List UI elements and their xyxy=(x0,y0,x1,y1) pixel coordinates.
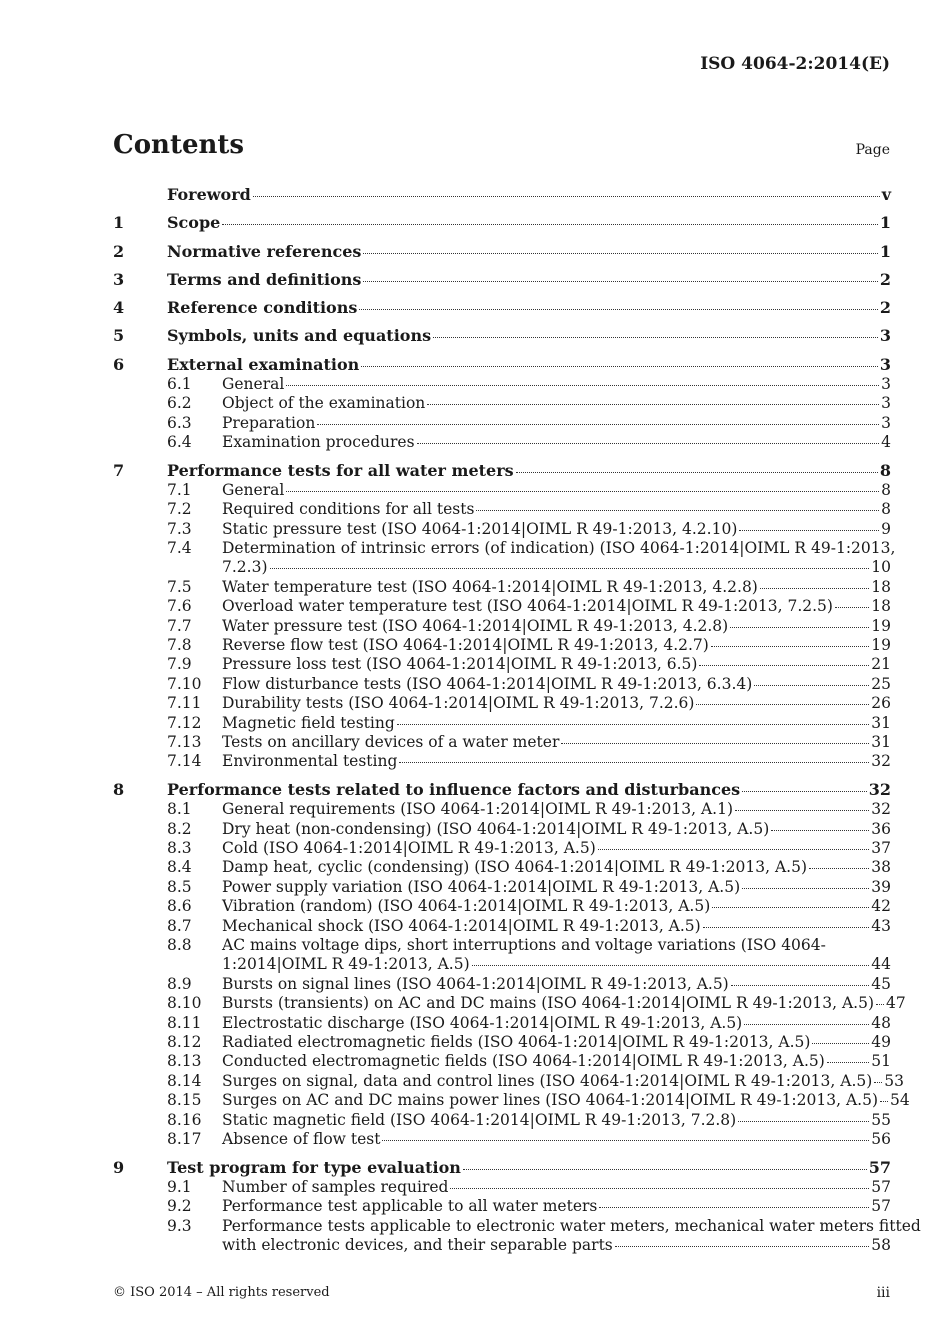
toc-entry[interactable] xyxy=(113,185,891,205)
table-of-contents xyxy=(113,185,921,1255)
toc-entry[interactable] xyxy=(113,858,891,877)
dot-leader xyxy=(874,1082,882,1083)
toc-entry-title-line: 7.2.3) xyxy=(222,558,268,577)
dot-leader xyxy=(760,588,869,589)
dot-leader xyxy=(476,510,879,511)
toc-entry-title-text: Tests on ancillary devices of a water meter xyxy=(222,732,560,751)
toc-entry-title xyxy=(222,694,891,713)
toc-entry-page: 43 xyxy=(871,916,891,935)
toc-entry-title-text: Conducted electromagnetic fields (ISO 4064-1:2014|OIML R 49-1:2013, A.5) xyxy=(222,1052,825,1071)
footer-copyright: © ISO 2014 – All rights reserved xyxy=(113,1285,330,1300)
dot-leader xyxy=(735,810,869,811)
dot-leader xyxy=(835,607,869,608)
toc-entry-number: 9.3 xyxy=(167,1216,192,1235)
toc-entry[interactable] xyxy=(113,1014,891,1033)
toc-entry-title xyxy=(222,917,891,936)
toc-entry-page: 45 xyxy=(871,974,891,993)
toc-entry-title xyxy=(222,820,891,839)
toc-entry[interactable] xyxy=(113,675,891,694)
dot-leader xyxy=(317,424,879,425)
toc-entry-title xyxy=(222,975,891,994)
toc-entry-title xyxy=(222,578,891,597)
toc-entry-title xyxy=(167,242,891,262)
toc-entry-title xyxy=(222,897,891,916)
toc-entry-page: 31 xyxy=(871,713,891,732)
toc-entry-title xyxy=(222,858,891,877)
toc-entry[interactable] xyxy=(113,355,891,375)
toc-entry-title xyxy=(222,994,906,1013)
toc-entry[interactable] xyxy=(113,800,891,819)
toc-entry-title xyxy=(167,298,891,318)
dot-leader xyxy=(450,1188,869,1189)
toc-entry-title-text: Performance test applicable to all water meters xyxy=(222,1197,598,1216)
dot-leader xyxy=(809,868,869,869)
toc-entry-title-text: Bursts on signal lines (ISO 4064-1:2014|OIML R 49-1:2013, A.5) xyxy=(222,974,729,993)
toc-entry-title xyxy=(222,1130,891,1149)
toc-entry-page: 3 xyxy=(881,413,891,432)
dot-leader xyxy=(771,830,869,831)
dot-leader xyxy=(827,1062,869,1063)
toc-entry[interactable] xyxy=(113,1130,891,1149)
toc-entry-page: 8 xyxy=(879,460,891,480)
document-id: ISO 4064-2:2014(E) xyxy=(700,54,890,74)
toc-entry[interactable] xyxy=(113,270,891,290)
toc-entry-number: 8.6 xyxy=(167,897,192,916)
dot-leader xyxy=(253,196,880,197)
toc-entry-number: 8.2 xyxy=(167,819,192,838)
toc-entry-page: v xyxy=(881,185,891,204)
toc-entry-number: 8.1 xyxy=(167,800,192,819)
toc-entry-number: 8.3 xyxy=(167,838,192,857)
toc-entry-number: 6 xyxy=(113,354,125,374)
toc-entry-title-text: Test program for type evaluation xyxy=(167,1157,461,1177)
toc-entry-number: 8.5 xyxy=(167,877,192,896)
toc-entry-page: 39 xyxy=(871,877,891,896)
toc-entry-number: 4 xyxy=(113,298,125,318)
toc-entry-number: 8.16 xyxy=(167,1110,202,1129)
toc-entry-number: 7.11 xyxy=(167,694,202,713)
toc-entry-number: 1 xyxy=(113,213,125,233)
toc-entry-number: 8.12 xyxy=(167,1032,202,1051)
toc-entry-number: 8.8 xyxy=(167,935,192,954)
toc-entry-title xyxy=(222,617,891,636)
toc-entry[interactable] xyxy=(113,414,891,433)
toc-entry-title-text: Power supply variation (ISO 4064-1:2014|OIML R 49-1:2013, A.5) xyxy=(222,877,741,896)
toc-entry-number: 7.8 xyxy=(167,635,192,654)
toc-entry-title xyxy=(222,636,891,655)
toc-entry[interactable] xyxy=(113,578,891,597)
toc-entry-title-text: Static magnetic field (ISO 4064-1:2014|OIML R 49-1:2013, 7.2.8) xyxy=(222,1110,737,1129)
toc-entry-title xyxy=(222,538,896,578)
toc-entry-page: 4 xyxy=(881,433,891,451)
toc-entry-number: 9 xyxy=(113,1157,125,1177)
dot-leader xyxy=(222,224,878,225)
toc-entry[interactable] xyxy=(113,878,891,897)
toc-entry-title-text: Radiated electromagnetic fields (ISO 4064-1:2014|OIML R 49-1:2013, A.5) xyxy=(222,1032,811,1051)
toc-entry-page: 3 xyxy=(879,354,891,374)
toc-entry-number: 8.4 xyxy=(167,858,192,877)
toc-entry[interactable] xyxy=(113,520,891,539)
toc-entry-number: 9.2 xyxy=(167,1197,192,1216)
toc-entry-title xyxy=(222,1052,891,1071)
toc-entry[interactable] xyxy=(113,433,891,452)
toc-entry-page: 57 xyxy=(868,1157,891,1177)
dot-leader xyxy=(742,888,869,889)
toc-entry[interactable] xyxy=(113,1071,905,1091)
toc-entry-number: 7.10 xyxy=(167,674,202,693)
toc-entry-page: 48 xyxy=(871,1013,891,1032)
footer-page-number: iii xyxy=(876,1285,890,1301)
toc-entry-page: 53 xyxy=(884,1071,905,1090)
toc-entry-number: 8.13 xyxy=(167,1052,202,1071)
toc-entry-title-text: Pressure loss test (ISO 4064-1:2014|OIML R 49-1:2013, 6.5) xyxy=(222,655,698,674)
toc-entry-title xyxy=(222,800,891,819)
toc-entry-title xyxy=(222,500,891,519)
dot-leader xyxy=(472,965,870,966)
toc-entry-title xyxy=(222,839,891,858)
toc-entry-title-text: External examination xyxy=(167,354,360,374)
toc-entry-title-text: Bursts (transients) on AC and DC mains (ISO 4064-1:2014|OIML R 49-1:2013, A.5) xyxy=(222,994,874,1013)
toc-entry[interactable] xyxy=(113,298,891,318)
dot-leader xyxy=(738,1121,869,1122)
toc-entry-title-text: Terms and definitions xyxy=(167,269,362,289)
toc-entry-page: 10 xyxy=(871,558,891,577)
toc-entry[interactable] xyxy=(113,326,891,346)
toc-entry[interactable] xyxy=(113,1111,891,1130)
dot-leader xyxy=(427,404,879,405)
toc-entry-page: 1 xyxy=(879,241,891,261)
toc-entry-title-text: Number of samples required xyxy=(222,1177,449,1196)
toc-entry-page: 2 xyxy=(879,298,891,318)
toc-entry-title-line: 1:2014|OIML R 49-1:2013, A.5) xyxy=(222,955,470,974)
dot-leader xyxy=(880,1101,888,1102)
dot-leader xyxy=(599,1207,869,1208)
toc-entry[interactable] xyxy=(113,780,891,800)
toc-entry-title xyxy=(222,433,891,452)
toc-entry-number: 9.1 xyxy=(167,1177,192,1196)
toc-entry-number: 7 xyxy=(113,460,125,480)
toc-entry-title-text: Surges on signal, data and control lines (ISO 4064-1:2014|OIML R 49-1:2013, A.5) xyxy=(222,1071,873,1090)
toc-entry-number: 7.5 xyxy=(167,577,192,596)
toc-entry[interactable] xyxy=(113,375,891,394)
dot-leader xyxy=(712,907,869,908)
toc-entry-page: 37 xyxy=(871,838,891,857)
dot-leader xyxy=(433,337,878,338)
toc-entry[interactable] xyxy=(113,1033,891,1052)
dot-leader xyxy=(731,985,870,986)
toc-entry-page: 31 xyxy=(871,732,891,751)
toc-entry-title xyxy=(222,1197,891,1216)
dot-leader xyxy=(876,1004,884,1005)
toc-entry-page: 26 xyxy=(871,694,891,713)
toc-entry[interactable] xyxy=(113,897,891,916)
toc-entry-page: 8 xyxy=(881,500,891,519)
toc-entry[interactable] xyxy=(113,213,891,233)
toc-entry[interactable] xyxy=(113,733,891,752)
toc-entry-number: 2 xyxy=(113,241,125,261)
toc-entry-title xyxy=(222,394,891,413)
toc-entry-title-text: Water pressure test (ISO 4064-1:2014|OIML R 49-1:2013, 4.2.8) xyxy=(222,616,729,635)
toc-entry-title-text: General xyxy=(222,374,285,393)
toc-entry-title-text: Cold (ISO 4064-1:2014|OIML R 49-1:2013, A.5) xyxy=(222,838,596,857)
toc-entry-number: 6.4 xyxy=(167,433,192,451)
toc-entry-title xyxy=(167,326,891,346)
toc-entry-page: 57 xyxy=(871,1197,891,1216)
toc-entry-title-text: Object of the examination xyxy=(222,394,426,413)
toc-entry-page: 18 xyxy=(871,577,891,596)
dot-leader xyxy=(286,385,879,386)
toc-entry-title xyxy=(167,461,891,481)
toc-entry-title-line: AC mains voltage dips, short interruptions and voltage variations (ISO 4064- xyxy=(222,935,826,954)
toc-entry-title xyxy=(167,780,891,800)
dot-leader xyxy=(615,1246,870,1247)
toc-entry-title-text: General requirements (ISO 4064-1:2014|OIML R 49-1:2013, A.1) xyxy=(222,800,733,819)
toc-entry-page: 54 xyxy=(890,1091,910,1110)
toc-entry[interactable] xyxy=(113,242,891,262)
toc-entry-page: 57 xyxy=(871,1177,891,1196)
dot-leader xyxy=(286,491,879,492)
toc-entry[interactable] xyxy=(113,1178,891,1197)
toc-entry[interactable] xyxy=(113,636,891,655)
toc-entry-page: 8 xyxy=(881,480,891,499)
toc-entry-page: 32 xyxy=(868,780,891,800)
toc-entry-title-line: Determination of intrinsic errors (of indication) (ISO 4064-1:2014|OIML R 49-1:2013, xyxy=(222,538,896,557)
toc-entry[interactable] xyxy=(113,617,891,636)
toc-entry-title-text: Normative references xyxy=(167,241,362,261)
dot-leader xyxy=(744,1024,869,1025)
toc-entry[interactable] xyxy=(113,1216,921,1256)
toc-entry-number: 7.4 xyxy=(167,538,192,557)
toc-entry-page: 32 xyxy=(871,800,891,819)
toc-entry-title-text: Water temperature test (ISO 4064-1:2014|OIML R 49-1:2013, 4.2.8) xyxy=(222,577,758,596)
contents-title: Contents xyxy=(113,130,245,160)
dot-leader xyxy=(730,627,869,628)
dot-leader xyxy=(463,1169,867,1170)
toc-entry-number: 7.7 xyxy=(167,616,192,635)
toc-entry-page: 3 xyxy=(881,374,891,393)
toc-entry-title xyxy=(167,270,891,290)
toc-entry-title xyxy=(222,375,891,394)
toc-entry-title xyxy=(222,733,891,752)
toc-entry[interactable] xyxy=(113,500,891,519)
toc-entry-title xyxy=(222,714,891,733)
toc-entry-title-text: Static pressure test (ISO 4064-1:2014|OIML R 49-1:2013, 4.2.10) xyxy=(222,519,738,538)
dot-leader xyxy=(516,472,878,473)
toc-entry-page: 55 xyxy=(871,1110,891,1129)
toc-entry-title-text: Preparation xyxy=(222,413,316,432)
toc-entry[interactable] xyxy=(113,1052,891,1071)
toc-entry-number: 7.13 xyxy=(167,732,202,751)
toc-entry-title-text: Overload water temperature test (ISO 4064-1:2014|OIML R 49-1:2013, 7.2.5) xyxy=(222,597,833,616)
page-column-label: Page xyxy=(855,142,890,158)
toc-entry-number: 7.14 xyxy=(167,752,202,771)
toc-entry[interactable] xyxy=(113,1197,891,1216)
toc-entry[interactable] xyxy=(113,936,891,975)
dot-leader xyxy=(703,927,870,928)
toc-entry-page: 19 xyxy=(871,616,891,635)
dot-leader xyxy=(754,685,869,686)
toc-entry-number: 6.2 xyxy=(167,394,192,413)
toc-entry-title-text: Foreword xyxy=(167,185,251,204)
toc-entry[interactable] xyxy=(113,975,891,994)
toc-entry-page: 21 xyxy=(871,655,891,674)
toc-entry-number: 8.7 xyxy=(167,916,192,935)
toc-entry-number: 6.1 xyxy=(167,374,192,393)
toc-entry[interactable] xyxy=(113,1091,910,1110)
toc-entry-title-text: Absence of flow test xyxy=(222,1130,381,1148)
toc-entry-title-line: Performance tests applicable to electronic water meters, mechanical water meters fitted xyxy=(222,1216,921,1235)
toc-entry-title xyxy=(167,185,891,205)
dot-leader xyxy=(696,704,869,705)
toc-entry-number: 7.6 xyxy=(167,597,192,616)
toc-entry-page: 2 xyxy=(879,269,891,289)
toc-entry[interactable] xyxy=(113,839,891,858)
toc-entry-page: 32 xyxy=(871,752,891,771)
toc-entry[interactable] xyxy=(113,820,891,839)
dot-leader xyxy=(363,281,877,282)
toc-entry-title-text: Environmental testing xyxy=(222,752,398,771)
toc-entry-title xyxy=(167,1158,891,1178)
toc-entry-number: 3 xyxy=(113,269,125,289)
toc-entry-title xyxy=(222,481,891,500)
toc-entry[interactable] xyxy=(113,597,891,616)
toc-entry-title-text: Damp heat, cyclic (condensing) (ISO 4064-1:2014|OIML R 49-1:2013, A.5) xyxy=(222,858,807,877)
toc-entry-title xyxy=(222,1014,891,1033)
dot-leader xyxy=(361,366,878,367)
toc-entry-title xyxy=(222,1178,891,1197)
dot-leader xyxy=(363,253,877,254)
toc-entry-title-text: Surges on AC and DC mains power lines (ISO 4064-1:2014|OIML R 49-1:2013, A.5) xyxy=(222,1091,878,1110)
toc-entry[interactable] xyxy=(113,538,896,578)
toc-entry-page: 49 xyxy=(871,1032,891,1051)
toc-entry-page: 42 xyxy=(871,897,891,916)
toc-entry[interactable] xyxy=(113,752,891,771)
toc-entry-title xyxy=(222,752,891,771)
toc-entry-title-text: General xyxy=(222,480,285,499)
toc-entry-page: 51 xyxy=(871,1052,891,1071)
toc-entry-page: 3 xyxy=(881,394,891,413)
toc-entry-number: 7.3 xyxy=(167,519,192,538)
toc-entry-title xyxy=(222,1216,921,1256)
toc-entry-number: 7.12 xyxy=(167,713,202,732)
dot-leader xyxy=(561,743,869,744)
toc-entry-title-text: Performance tests related to influence factors and disturbances xyxy=(167,780,741,800)
toc-entry-page: 56 xyxy=(871,1130,891,1148)
toc-entry-page: 18 xyxy=(871,597,891,616)
dot-leader xyxy=(711,646,869,647)
toc-entry[interactable] xyxy=(113,714,891,733)
toc-entry-page: 25 xyxy=(871,674,891,693)
toc-entry-title-text: Dry heat (non-condensing) (ISO 4064-1:2014|OIML R 49-1:2013, A.5) xyxy=(222,819,770,838)
toc-entry-title xyxy=(222,1091,910,1110)
toc-entry-title-line: with electronic devices, and their separable parts xyxy=(222,1235,613,1254)
toc-entry-title-text: Durability tests (ISO 4064-1:2014|OIML R 49-1:2013, 7.2.6) xyxy=(222,694,695,713)
toc-entry-title-text: Scope xyxy=(167,213,221,233)
dot-leader xyxy=(699,665,869,666)
toc-entry-title-text: Magnetic field testing xyxy=(222,713,395,732)
dot-leader xyxy=(812,1043,869,1044)
toc-entry-title xyxy=(222,1111,891,1130)
toc-entry-title xyxy=(167,213,891,233)
toc-entry[interactable] xyxy=(113,994,906,1013)
dot-leader xyxy=(270,568,870,569)
toc-entry-number: 8.17 xyxy=(167,1130,202,1148)
toc-entry-title xyxy=(222,936,891,975)
toc-entry-title xyxy=(222,1071,905,1091)
dot-leader xyxy=(382,1140,869,1141)
dot-leader xyxy=(742,791,867,792)
toc-entry-title-text: Flow disturbance tests (ISO 4064-1:2014|OIML R 49-1:2013, 6.3.4) xyxy=(222,674,753,693)
toc-entry-title xyxy=(167,355,891,375)
toc-entry-title xyxy=(222,878,891,897)
toc-entry-number: 7.1 xyxy=(167,480,192,499)
toc-entry-number: 8.14 xyxy=(167,1071,202,1090)
toc-entry-title xyxy=(222,597,891,616)
toc-entry-number: 8 xyxy=(113,780,125,800)
toc-entry[interactable] xyxy=(113,655,891,674)
toc-entry-title-text: Required conditions for all tests xyxy=(222,500,475,519)
toc-entry-page: 38 xyxy=(871,858,891,877)
toc-entry-page: 3 xyxy=(879,326,891,346)
dot-leader xyxy=(739,530,879,531)
toc-entry-page: 47 xyxy=(886,994,906,1013)
toc-entry[interactable] xyxy=(113,1158,891,1178)
toc-entry[interactable] xyxy=(113,917,891,936)
toc-entry-page: 1 xyxy=(879,213,891,233)
toc-entry-number: 8.11 xyxy=(167,1013,202,1032)
toc-entry-title-text: Examination procedures xyxy=(222,433,415,451)
toc-entry-title-text: Symbols, units and equations xyxy=(167,326,432,346)
toc-entry-title-text: Electrostatic discharge (ISO 4064-1:2014|OIML R 49-1:2013, A.5) xyxy=(222,1013,743,1032)
toc-entry-number: 8.10 xyxy=(167,994,202,1013)
toc-entry[interactable] xyxy=(113,694,891,713)
toc-entry-title-text: Reference conditions xyxy=(167,298,358,318)
toc-entry-title xyxy=(222,520,891,539)
dot-leader xyxy=(417,443,880,444)
toc-entry-title xyxy=(222,655,891,674)
toc-entry[interactable] xyxy=(113,481,891,500)
toc-entry-title-text: Reverse flow test (ISO 4064-1:2014|OIML R 49-1:2013, 4.2.7) xyxy=(222,635,709,654)
toc-entry-title-text: Vibration (random) (ISO 4064-1:2014|OIML R 49-1:2013, A.5) xyxy=(222,897,711,916)
toc-entry-page: 9 xyxy=(881,519,891,538)
dot-leader xyxy=(598,849,870,850)
toc-entry-title-text: Mechanical shock (ISO 4064-1:2014|OIML R 49-1:2013, A.5) xyxy=(222,916,701,935)
toc-entry-number: 7.2 xyxy=(167,500,192,519)
toc-entry-page: 19 xyxy=(871,635,891,654)
toc-entry-number: 6.3 xyxy=(167,413,192,432)
toc-entry[interactable] xyxy=(113,461,891,481)
toc-entry-page: 36 xyxy=(871,819,891,838)
dot-leader xyxy=(399,762,869,763)
toc-entry-page: 58 xyxy=(871,1235,891,1254)
toc-entry-number: 8.9 xyxy=(167,974,192,993)
toc-entry-number: 8.15 xyxy=(167,1091,202,1110)
toc-entry-page: 44 xyxy=(871,955,891,974)
toc-entry-title xyxy=(222,414,891,433)
toc-entry[interactable] xyxy=(113,394,891,413)
toc-entry-number: 7.9 xyxy=(167,655,192,674)
toc-entry-title xyxy=(222,675,891,694)
toc-entry-number: 5 xyxy=(113,326,125,346)
toc-entry-title-text: Performance tests for all water meters xyxy=(167,460,514,480)
dot-leader xyxy=(397,724,870,725)
toc-entry-title xyxy=(222,1033,891,1052)
dot-leader xyxy=(359,309,877,310)
